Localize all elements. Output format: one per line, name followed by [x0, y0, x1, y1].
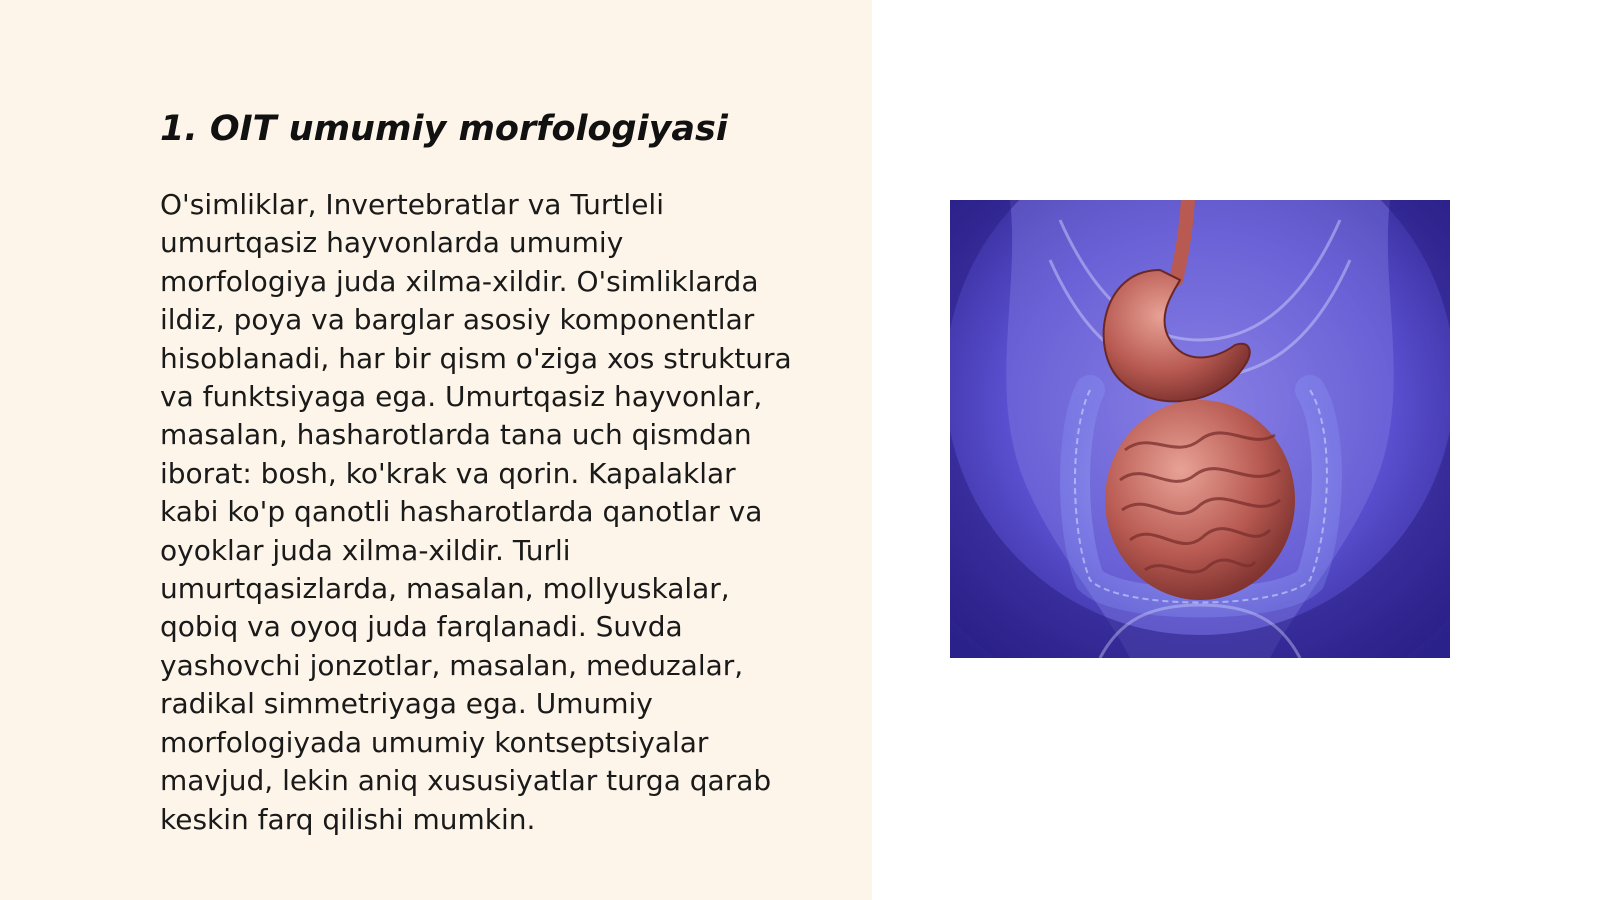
body-text-line: qobiq va oyoq juda farqlanadi. Suvda — [160, 610, 683, 644]
body-text-line: oyoklar juda xilma-xildir. Turli — [160, 533, 571, 567]
body-text-line: kabi ko'p qanotli hasharotlarda qanotlar va — [160, 495, 763, 529]
body-text-line: va funktsiyaga ega. Umurtqasiz hayvonlar, — [160, 380, 763, 414]
body-text-line: yashovchi jonzotlar, masalan, meduzalar, — [160, 648, 744, 682]
body-text-line: mavjud, lekin aniq xususiyatlar turga qarab — [160, 764, 772, 798]
body-text-line: morfologiya juda xilma-xildir. O'simliklarda — [160, 264, 759, 298]
body-text-line: umurtqasizlarda, masalan, mollyuskalar, — [160, 572, 730, 606]
body-text-line: keskin farq qilishi mumkin. — [160, 802, 536, 836]
body-text-line: radikal simmetriyaga ega. Umumiy — [160, 687, 653, 721]
body-text-line: ildiz, poya va barglar asosiy komponentlar — [160, 303, 755, 337]
body-text-line: iborat: bosh, ko'krak va qorin. Kapalaklar — [160, 456, 736, 490]
slide-body-text — [160, 186, 850, 839]
body-text-line: masalan, hasharotlarda tana uch qismdan — [160, 418, 752, 452]
body-text-line: morfologiyada umumiy kontseptsiyalar — [160, 725, 709, 759]
body-text-line: O'simliklar, Invertebratlar va Turtleli — [160, 188, 664, 221]
slide-title: 1. OIT umumiy morfologiyasi — [160, 109, 728, 149]
body-text-line: umurtqasiz hayvonlarda umumiy — [160, 226, 624, 260]
digestive-system-illustration — [950, 200, 1450, 658]
body-text-line: hisoblanadi, har bir qism o'ziga xos struktura — [160, 341, 792, 375]
